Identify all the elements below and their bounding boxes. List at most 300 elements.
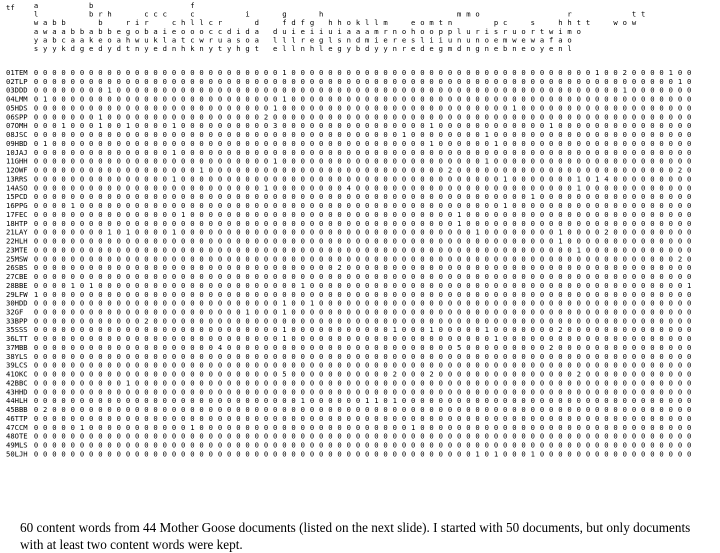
matrix-cell: 0 [356, 263, 360, 272]
matrix-cell: 0 [52, 441, 56, 450]
matrix-cell: 0 [126, 166, 130, 175]
matrix-cell: 0 [521, 245, 525, 254]
matrix-cell: 0 [163, 449, 167, 458]
matrix-cell: 0 [245, 272, 249, 281]
matrix-cell: 0 [319, 441, 323, 450]
matrix-cell: 0 [604, 432, 608, 441]
column-header-letter: g [439, 44, 443, 53]
matrix-cell: 0 [420, 343, 424, 352]
matrix-cell: 0 [218, 166, 222, 175]
matrix-cell: 0 [485, 396, 489, 405]
matrix-cell: 0 [457, 290, 461, 299]
matrix-cell: 0 [531, 148, 535, 157]
matrix-cell: 0 [71, 396, 75, 405]
matrix-cell: 0 [310, 210, 314, 219]
column-header-letter: l [457, 27, 461, 36]
matrix-cell: 0 [374, 449, 378, 458]
matrix-cell: 0 [475, 166, 479, 175]
matrix-cell: 0 [117, 148, 121, 157]
matrix-cell: 0 [439, 77, 443, 86]
column-header-letter: d [420, 44, 424, 53]
matrix-cell: 0 [71, 254, 75, 263]
matrix-cell: 0 [383, 121, 387, 130]
matrix-cell: 0 [328, 281, 332, 290]
matrix-cell: 0 [273, 281, 277, 290]
matrix-cell: 0 [337, 378, 341, 387]
matrix-cell: 0 [107, 237, 111, 246]
matrix-cell: 0 [291, 201, 295, 210]
matrix-cell: 0 [650, 237, 654, 246]
matrix-cell: 0 [402, 77, 406, 86]
matrix-cell: 0 [236, 334, 240, 343]
matrix-cell: 0 [98, 201, 102, 210]
matrix-cell: 0 [319, 95, 323, 104]
matrix-cell: 0 [503, 387, 507, 396]
column-header-letter: o [190, 27, 194, 36]
matrix-cell: 0 [181, 130, 185, 139]
matrix-cell: 0 [503, 378, 507, 387]
matrix-cell: 0 [411, 343, 415, 352]
matrix-cell: 0 [43, 245, 47, 254]
matrix-cell: 0 [245, 77, 249, 86]
matrix-cell: 0 [163, 352, 167, 361]
matrix-cell: 0 [209, 281, 213, 290]
matrix-cell: 0 [641, 387, 645, 396]
matrix-cell: 0 [98, 334, 102, 343]
matrix-cell: 0 [558, 396, 562, 405]
matrix-cell: 0 [558, 77, 562, 86]
matrix-cell: 2 [558, 325, 562, 334]
matrix-cell: 0 [457, 361, 461, 370]
matrix-cell: 0 [429, 361, 433, 370]
matrix-cell: 0 [678, 192, 682, 201]
matrix-cell: 0 [245, 387, 249, 396]
matrix-cell: 5 [457, 343, 461, 352]
matrix-cell: 0 [512, 166, 516, 175]
matrix-cell: 0 [558, 192, 562, 201]
matrix-cell: 0 [347, 228, 351, 237]
matrix-cell: 0 [512, 183, 516, 192]
matrix-cell: 0 [347, 77, 351, 86]
matrix-cell: 0 [236, 201, 240, 210]
matrix-cell: 0 [604, 423, 608, 432]
matrix-cell: 0 [61, 245, 65, 254]
matrix-cell: 0 [466, 68, 470, 77]
matrix-cell: 0 [466, 307, 470, 316]
matrix-cell: 1 [365, 396, 369, 405]
matrix-cell: 0 [61, 86, 65, 95]
matrix-cell: 0 [475, 254, 479, 263]
matrix-cell: 0 [604, 103, 608, 112]
matrix-cell: 1 [485, 325, 489, 334]
matrix-cell: 0 [632, 157, 636, 166]
matrix-cell: 0 [236, 396, 240, 405]
matrix-cell: 0 [439, 112, 443, 121]
matrix-cell: 2 [448, 166, 452, 175]
matrix-cell: 0 [264, 334, 268, 343]
matrix-cell: 0 [255, 290, 259, 299]
matrix-cell: 0 [43, 334, 47, 343]
matrix-cell: 0 [466, 449, 470, 458]
matrix-cell: 0 [466, 139, 470, 148]
matrix-cell: 0 [632, 121, 636, 130]
matrix-cell: 0 [282, 254, 286, 263]
matrix-cell: 0 [383, 254, 387, 263]
matrix-cell: 0 [310, 272, 314, 281]
matrix-cell: 0 [236, 378, 240, 387]
matrix-cell: 0 [163, 219, 167, 228]
matrix-cell: 0 [328, 228, 332, 237]
matrix-cell: 0 [356, 405, 360, 414]
matrix-cell: 0 [282, 148, 286, 157]
matrix-cell: 0 [80, 414, 84, 423]
matrix-cell: 0 [687, 334, 691, 343]
matrix-cell: 0 [613, 130, 617, 139]
matrix-cell: 0 [604, 307, 608, 316]
matrix-cell: 0 [319, 414, 323, 423]
matrix-cell: 0 [659, 112, 663, 121]
matrix-cell: 0 [641, 316, 645, 325]
matrix-cell: 0 [98, 192, 102, 201]
matrix-cell: 0 [457, 370, 461, 379]
matrix-cell: 0 [43, 281, 47, 290]
matrix-cell: 0 [273, 112, 277, 121]
matrix-cell: 0 [531, 396, 535, 405]
matrix-cell: 0 [650, 112, 654, 121]
matrix-cell: 0 [604, 370, 608, 379]
matrix-cell: 0 [190, 405, 194, 414]
matrix-cell: 0 [310, 352, 314, 361]
matrix-cell: 0 [586, 263, 590, 272]
matrix-cell: 0 [577, 201, 581, 210]
matrix-cell: 0 [411, 103, 415, 112]
matrix-cell: 0 [494, 166, 498, 175]
matrix-cell: 0 [227, 343, 231, 352]
matrix-cell: 0 [89, 414, 93, 423]
matrix-cell: 0 [34, 378, 38, 387]
matrix-cell: 0 [181, 166, 185, 175]
matrix-cell: 0 [659, 254, 663, 263]
matrix-cell: 0 [558, 166, 562, 175]
matrix-cell: 0 [549, 352, 553, 361]
matrix-cell: 0 [117, 228, 121, 237]
column-header-letter: w [531, 35, 536, 44]
matrix-cell: 0 [439, 228, 443, 237]
matrix-cell: 0 [540, 148, 544, 157]
matrix-cell: 0 [448, 334, 452, 343]
matrix-cell: 0 [153, 387, 157, 396]
matrix-cell: 0 [669, 86, 673, 95]
matrix-cell: 0 [641, 334, 645, 343]
matrix-cell: 0 [227, 237, 231, 246]
matrix-cell: 0 [98, 361, 102, 370]
matrix-cell: 0 [117, 77, 121, 86]
matrix-cell: 0 [521, 77, 525, 86]
matrix-cell: 0 [43, 210, 47, 219]
matrix-cell: 0 [650, 192, 654, 201]
matrix-cell: 0 [604, 112, 608, 121]
matrix-cell: 0 [577, 237, 581, 246]
matrix-cell: 0 [98, 423, 102, 432]
matrix-cell: 0 [429, 112, 433, 121]
matrix-cell: 0 [411, 281, 415, 290]
matrix-cell: 0 [172, 352, 176, 361]
matrix-cell: 1 [429, 325, 433, 334]
matrix-cell: 0 [420, 183, 424, 192]
matrix-cell: 0 [126, 307, 130, 316]
matrix-cell: 0 [328, 219, 332, 228]
matrix-cell: 0 [190, 86, 194, 95]
matrix-cell: 0 [80, 112, 84, 121]
column-header-letter: h [319, 10, 323, 19]
matrix-cell: 0 [659, 414, 663, 423]
matrix-cell: 0 [227, 290, 231, 299]
matrix-cell: 0 [356, 414, 360, 423]
matrix-cell: 0 [153, 352, 157, 361]
matrix-cell: 0 [586, 423, 590, 432]
matrix-cell: 0 [650, 166, 654, 175]
matrix-cell: 0 [512, 449, 516, 458]
matrix-cell: 0 [61, 396, 65, 405]
matrix-cell: 0 [209, 103, 213, 112]
matrix-cell: 0 [153, 192, 157, 201]
matrix-cell: 0 [374, 405, 378, 414]
matrix-cell: 0 [328, 387, 332, 396]
matrix-cell: 0 [558, 370, 562, 379]
matrix-cell: 0 [659, 245, 663, 254]
matrix-cell: 0 [144, 334, 148, 343]
matrix-cell: 0 [347, 68, 351, 77]
matrix-cell: 0 [383, 370, 387, 379]
matrix-cell: 0 [347, 95, 351, 104]
matrix-cell: 0 [163, 343, 167, 352]
matrix-cell: 0 [457, 130, 461, 139]
matrix-cell: 0 [613, 405, 617, 414]
matrix-cell: 0 [558, 432, 562, 441]
column-header-letter: i [429, 35, 433, 44]
matrix-cell: 0 [420, 245, 424, 254]
matrix-cell: 1 [43, 139, 47, 148]
matrix-cell: 0 [52, 103, 56, 112]
matrix-cell: 0 [71, 343, 75, 352]
matrix-cell: 0 [264, 370, 268, 379]
matrix-cell: 0 [227, 396, 231, 405]
matrix-cell: 0 [144, 263, 148, 272]
matrix-cell: 0 [641, 414, 645, 423]
matrix-cell: 0 [577, 77, 581, 86]
row-label: 42BBC [6, 378, 28, 387]
column-header-letter: b [71, 27, 75, 36]
matrix-cell: 0 [604, 183, 608, 192]
matrix-cell: 0 [126, 316, 130, 325]
column-header-letter: h [126, 35, 130, 44]
column-header-letter: e [310, 35, 314, 44]
matrix-cell: 0 [282, 157, 286, 166]
matrix-cell: 0 [209, 414, 213, 423]
matrix-cell: 0 [163, 378, 167, 387]
matrix-cell: 0 [678, 68, 682, 77]
matrix-cell: 0 [659, 174, 663, 183]
matrix-cell: 0 [503, 245, 507, 254]
matrix-cell: 0 [301, 183, 305, 192]
matrix-cell: 0 [301, 343, 305, 352]
matrix-cell: 0 [521, 414, 525, 423]
matrix-cell: 0 [218, 334, 222, 343]
matrix-cell: 0 [135, 157, 139, 166]
matrix-cell: 0 [61, 183, 65, 192]
matrix-cell: 0 [245, 441, 249, 450]
matrix-cell: 0 [310, 449, 314, 458]
matrix-cell: 0 [374, 86, 378, 95]
matrix-cell: 0 [310, 396, 314, 405]
matrix-cell: 0 [457, 68, 461, 77]
matrix-cell: 0 [34, 449, 38, 458]
matrix-cell: 0 [411, 237, 415, 246]
matrix-cell: 0 [190, 166, 194, 175]
matrix-cell: 0 [107, 77, 111, 86]
matrix-cell: 0 [475, 378, 479, 387]
matrix-cell: 0 [89, 299, 93, 308]
matrix-cell: 0 [374, 414, 378, 423]
column-header-letter: s [494, 27, 498, 36]
matrix-cell: 0 [365, 263, 369, 272]
matrix-cell: 0 [374, 387, 378, 396]
matrix-cell: 0 [448, 307, 452, 316]
matrix-cell: 0 [613, 281, 617, 290]
matrix-cell: 0 [52, 210, 56, 219]
matrix-cell: 0 [604, 157, 608, 166]
matrix-cell: 0 [264, 281, 268, 290]
matrix-cell: 0 [190, 378, 194, 387]
matrix-cell: 0 [567, 334, 571, 343]
matrix-cell: 0 [255, 396, 259, 405]
matrix-cell: 1 [172, 174, 176, 183]
matrix-cell: 0 [457, 263, 461, 272]
matrix-cell: 0 [659, 183, 663, 192]
matrix-cell: 0 [61, 281, 65, 290]
matrix-cell: 0 [659, 387, 663, 396]
matrix-cell: 0 [310, 361, 314, 370]
matrix-cell: 0 [245, 103, 249, 112]
matrix-cell: 0 [374, 316, 378, 325]
matrix-cell: 0 [374, 237, 378, 246]
column-header-letter: a [172, 35, 176, 44]
matrix-cell: 0 [153, 95, 157, 104]
matrix-cell: 0 [172, 237, 176, 246]
matrix-cell: 0 [439, 334, 443, 343]
matrix-cell: 0 [80, 405, 84, 414]
matrix-cell: 0 [650, 334, 654, 343]
matrix-cell: 0 [89, 316, 93, 325]
matrix-cell: 0 [494, 228, 498, 237]
matrix-cell: 0 [144, 228, 148, 237]
matrix-cell: 0 [429, 166, 433, 175]
matrix-cell: 0 [512, 334, 516, 343]
matrix-cell: 0 [245, 449, 249, 458]
matrix-cell: 0 [227, 77, 231, 86]
matrix-cell: 1 [687, 281, 691, 290]
row-label: 06SPP [6, 112, 28, 121]
matrix-cell: 0 [328, 405, 332, 414]
matrix-cell: 0 [264, 343, 268, 352]
matrix-cell: 0 [641, 228, 645, 237]
matrix-cell: 0 [245, 343, 249, 352]
matrix-cell: 0 [52, 112, 56, 121]
matrix-cell: 0 [34, 228, 38, 237]
matrix-cell: 0 [439, 210, 443, 219]
matrix-cell: 0 [586, 86, 590, 95]
matrix-cell: 0 [678, 423, 682, 432]
matrix-cell: 0 [540, 121, 544, 130]
matrix-cell: 0 [144, 103, 148, 112]
matrix-cell: 0 [52, 361, 56, 370]
matrix-cell: 0 [199, 183, 203, 192]
matrix-cell: 0 [107, 272, 111, 281]
column-header-letter: b [98, 27, 102, 36]
matrix-cell: 0 [319, 423, 323, 432]
matrix-cell: 0 [632, 219, 636, 228]
column-header-letter: l [319, 44, 323, 53]
matrix-cell: 0 [577, 228, 581, 237]
matrix-cell: 0 [485, 378, 489, 387]
matrix-cell: 0 [181, 201, 185, 210]
matrix-cell: 0 [383, 68, 387, 77]
matrix-cell: 0 [126, 405, 130, 414]
matrix-cell: 0 [448, 441, 452, 450]
matrix-cell: 0 [577, 423, 581, 432]
matrix-cell: 0 [319, 361, 323, 370]
matrix-cell: 0 [245, 157, 249, 166]
matrix-cell: 0 [383, 423, 387, 432]
matrix-cell: 0 [199, 414, 203, 423]
matrix-cell: 0 [540, 139, 544, 148]
matrix-cell: 0 [448, 432, 452, 441]
matrix-cell: 0 [659, 361, 663, 370]
matrix-cell: 0 [52, 449, 56, 458]
matrix-cell: 0 [678, 148, 682, 157]
matrix-cell: 0 [117, 361, 121, 370]
matrix-cell: 0 [135, 86, 139, 95]
matrix-cell: 0 [604, 352, 608, 361]
column-header-letter: n [393, 27, 397, 36]
matrix-cell: 0 [126, 325, 130, 334]
matrix-cell: 0 [107, 352, 111, 361]
matrix-cell: 0 [669, 405, 673, 414]
matrix-cell: 0 [144, 387, 148, 396]
matrix-cell: 0 [687, 387, 691, 396]
matrix-cell: 0 [117, 334, 121, 343]
column-header-letter: o [429, 27, 433, 36]
matrix-cell: 0 [632, 130, 636, 139]
matrix-cell: 0 [650, 387, 654, 396]
matrix-cell: 0 [641, 370, 645, 379]
matrix-cell: 0 [659, 405, 663, 414]
matrix-cell: 0 [107, 316, 111, 325]
matrix-cell: 0 [365, 157, 369, 166]
matrix-cell: 0 [190, 157, 194, 166]
matrix-cell: 0 [567, 370, 571, 379]
matrix-cell: 0 [466, 325, 470, 334]
matrix-cell: 0 [43, 449, 47, 458]
matrix-cell: 0 [337, 157, 341, 166]
matrix-cell: 0 [429, 378, 433, 387]
matrix-cell: 0 [439, 86, 443, 95]
matrix-cell: 0 [411, 432, 415, 441]
matrix-cell: 0 [255, 139, 259, 148]
matrix-cell: 0 [678, 449, 682, 458]
matrix-cell: 0 [89, 174, 93, 183]
matrix-cell: 0 [199, 237, 203, 246]
